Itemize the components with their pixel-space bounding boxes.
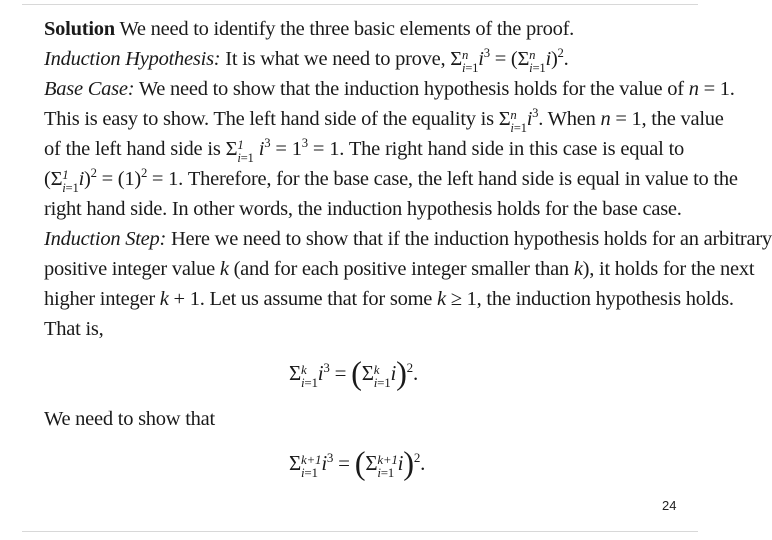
slide-content bbox=[44, 14, 772, 492]
top-rule bbox=[22, 4, 698, 5]
solution-label: Solution bbox=[44, 18, 115, 40]
hypothesis-line bbox=[44, 44, 684, 74]
base-case-text-1: We need to show that the induction hypothesis holds for the value of bbox=[138, 78, 684, 100]
base-case-text-3b: The right hand side in this case is equal to bbox=[348, 138, 685, 160]
base-case-line-1 bbox=[44, 74, 735, 104]
induction-step-line-3 bbox=[44, 284, 734, 314]
base-case-line-4 bbox=[44, 164, 738, 196]
base-case-text-2b: . When bbox=[538, 108, 596, 130]
induction-step-text-3b: . Let us assume that for some bbox=[199, 288, 433, 310]
var-k-2: k bbox=[573, 258, 583, 280]
induction-step-text-3a: higher integer bbox=[44, 288, 155, 310]
base-case-text-2a: This is easy to show. The left hand side of the equality is bbox=[44, 108, 494, 130]
solution-text: We need to identify the three basic elements of the proof. bbox=[119, 18, 575, 40]
base-case-lhs-value: Σ 1 i=1 $i^3 = 1^3 = 1$. bbox=[225, 136, 345, 166]
goal-equation: Σ k+1 i=1 $i^3 = (\Sigma$ k+1 i=1 i)$^2$. bbox=[289, 445, 426, 482]
that-is-line: That is, bbox=[44, 318, 104, 340]
k-plus-1: k + 1 bbox=[159, 288, 200, 310]
base-case-rhs-value: (Σ 1 i=1 $i)^2 = (1)^2 = 1$ bbox=[44, 166, 179, 196]
base-case-text-2c: , the value bbox=[641, 108, 724, 130]
base-case-line-3 bbox=[44, 134, 684, 164]
base-case-text-3a: of the left hand side is bbox=[44, 138, 221, 160]
base-case-line-2 bbox=[44, 104, 724, 136]
assumption-equation: Σ k i=1 $i^3 = (\Sigma$ k i=1 i)$^2$. bbox=[289, 355, 418, 392]
base-case-n-equals-1: n = 1. bbox=[688, 78, 735, 100]
hypothesis-formula: Σ n i=1 $i^3 = (\Sigma$ n i=1 i)$^2$. bbox=[450, 46, 569, 76]
need-to-show-line: We need to show that bbox=[44, 408, 215, 430]
hypothesis-text: It is what we need to prove, bbox=[225, 48, 446, 70]
page-number: 24 bbox=[662, 498, 677, 513]
solution-line bbox=[44, 14, 684, 44]
bottom-rule bbox=[22, 531, 698, 532]
induction-step-text-2c: ), it holds for the next bbox=[582, 258, 755, 280]
induction-step-text-3c: , the induction hypothesis holds. bbox=[476, 288, 734, 310]
induction-step-line-1 bbox=[44, 224, 772, 254]
base-case-lhs-formula: Σ n i=1 $i^3$ bbox=[498, 106, 539, 136]
var-k: k bbox=[219, 258, 229, 280]
base-case-line-5: right hand side. In other words, the induction hypothesis holds for the base case. bbox=[44, 198, 682, 220]
k-geq-1: k ≥ 1 bbox=[437, 288, 477, 310]
base-case-label: Base Case: bbox=[44, 78, 135, 100]
base-case-n-1: n = 1 bbox=[600, 108, 642, 130]
induction-step-label: Induction Step: bbox=[44, 228, 167, 250]
induction-step-text-2b: (and for each positive integer smaller than bbox=[233, 258, 569, 280]
hypothesis-label: Induction Hypothesis: bbox=[44, 48, 221, 70]
induction-step-line-2 bbox=[44, 254, 755, 284]
induction-step-text-1: Here we need to show that if the induction hypothesis holds for an arbitrary bbox=[170, 228, 772, 250]
base-case-text-4b: . Therefore, for the base case, the left hand side is equal in value to the bbox=[178, 168, 738, 190]
induction-step-text-2a: positive integer value bbox=[44, 258, 215, 280]
